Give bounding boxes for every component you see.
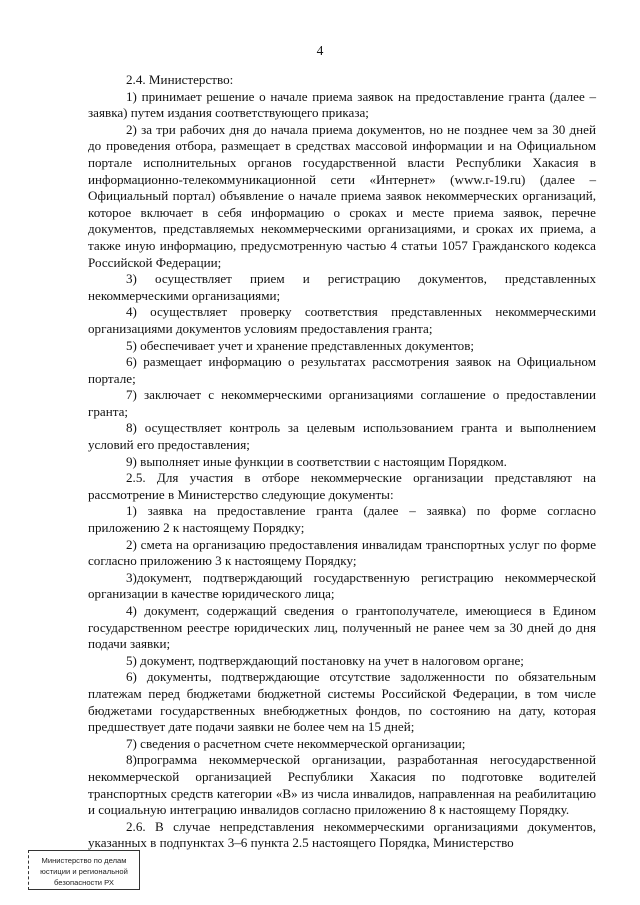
section-paragraph-2-5: 2.5. Для участия в отборе некоммерческие организации представляют на рассмотрение в Министерство следующие документы: [88,470,596,502]
paragraph: 2) за три рабочих дня до начала приема документов, но не позднее чем за 30 дней до проведения отбора, размещает в средствах массовой информации и на Официальном портале исполнительных органов государственной власти Республики Хакасия в информационно-телекоммуникационной сети «Интернет» (www.r-19.ru) (далее – Официальный портал) объявление о начале приема заявок некоммерческих организаций, которое включает в себя информацию о сроках и месте приема заявок, перечне документов, представляемых некоммерческими организациями, и сроках их приема, а также иную информацию, предусмотренную частью 4 статьи 1057 Гражданского кодекса Российской Федерации; [88,121,596,270]
paragraph: 3) осуществляет прием и регистрацию документов, представленных некоммерческими организациями; [88,271,596,303]
paragraph: 7) заключает с некоммерческими организациями соглашение о предоставлении гранта; [88,387,596,419]
stamp-line: безопасности РХ [54,878,114,887]
document-body [88,72,596,852]
paragraph: 3)документ, подтверждающий государственную регистрацию некоммерческой организации в качестве юридического лица; [88,569,596,602]
paragraph: 4) осуществляет проверку соответствия представленных некоммерческими организациями документов условиям предоставления гранта; [88,304,596,336]
registration-stamp [28,850,140,890]
paragraph: 2) смета на организацию предоставления инвалидам транспортных услуг по форме согласно приложению 3 к настоящему Порядку; [88,536,596,569]
paragraph: 8) осуществляет контроль за целевым использованием гранта и выполнением условий его предоставления; [88,420,596,453]
paragraph: 6) документы, подтверждающие отсутствие задолженности по обязательным платежам перед бюджетами бюджетной системы Российской Федерации, в том числе бюджетами государственных внебюджетных фондов, по состоянию на дату, которая предшествует дате подачи заявки не более чем на 15 дней; [88,669,596,735]
page-number: 4 [316,43,324,58]
paragraph: 7) сведения о расчетном счете некоммерческой организации; [126,735,466,751]
stamp-line: юстиции и региональной [40,867,128,876]
paragraph: 8)программа некоммерческой организации, разработанная негосударственной некоммерческой организацией Республики Хакасия по подготовке водителей транспортных средств категории «В» из числа инвалидов, направленная на реабилитацию и социальную интеграцию инвалидов согласно приложению 8 к настоящему Порядку. [88,752,596,818]
paragraph: 6) размещает информацию о результатах рассмотрения заявок на Официальном портале; [88,354,596,386]
paragraph: 9) выполняет иные функции в соответствии с настоящим Порядком. [126,453,507,469]
paragraph: 1) заявка на предоставление гранта (далее – заявка) по форме согласно приложению 2 к настоящему Порядку; [88,503,596,536]
paragraph: 4) документ, содержащий сведения о грантополучателе, имеющиеся в Едином государственном реестре юридических лиц, полученный не ранее чем за 30 дней до дня подачи заявки; [88,603,596,652]
stamp-line: Министерство по делам [41,856,127,865]
section-heading-2-4: 2.4. Министерство: [126,72,234,87]
paragraph: 5) документ, подтверждающий постановку на учет в налоговом органе; [126,652,524,668]
section-paragraph-2-6: 2.6. В случае непредставления некоммерческими организациями документов, указанных в подпунктах 3–6 пункта 2.5 настоящего Порядка, Министерство [88,818,596,851]
paragraph: 5) обеспечивает учет и хранение представленных документов; [126,337,475,353]
paragraph: 1) принимает решение о начале приема заявок на предоставление гранта (далее – заявка) путем издания соответствующего приказа; [88,88,596,121]
